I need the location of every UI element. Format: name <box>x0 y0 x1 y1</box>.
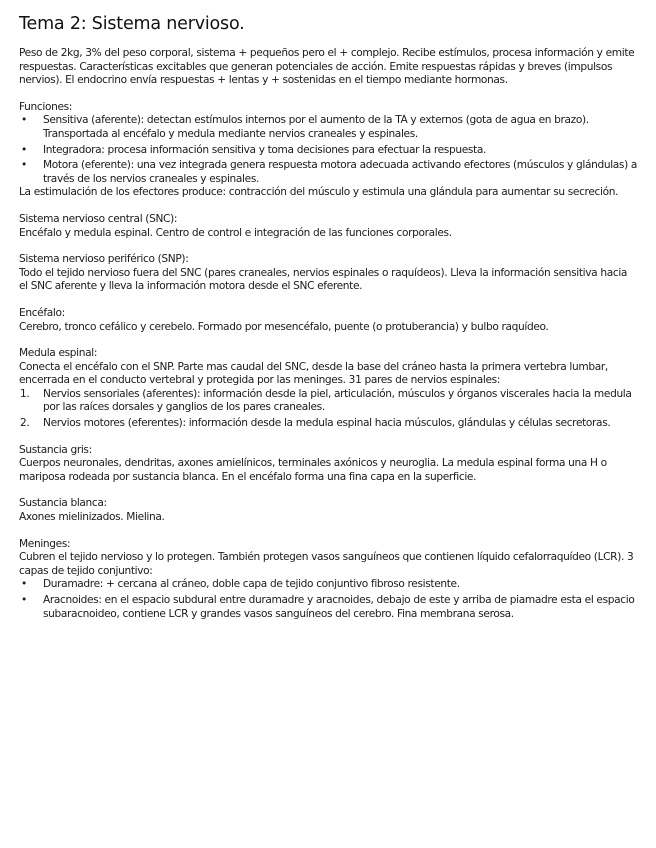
snc-text: Encéfalo y medula espinal. Centro de control e integración de las funciones corporales. <box>19 226 452 239</box>
list-item: • Sensitiva (aferente): detectan estímulos internos por el aumento de la TA y externos (gota de agua en brazo). Transportada al encéfalo y medula mediante nervios craneales y espinales. <box>21 114 589 140</box>
encefalo-heading: Encéfalo: <box>19 306 65 319</box>
snc-section <box>19 213 638 240</box>
medula-section <box>19 347 638 431</box>
list-number: 1. <box>20 387 30 400</box>
snp-heading: Sistema nervioso periférico (SNP): <box>19 253 189 266</box>
medula-list <box>19 388 638 431</box>
sustancia-gris-text: Cuerpos neuronales, dendritas, axones amielínicos, terminales axónicos y neuroglia. La medula espinal forma una H o mariposa rodeada por sustancia blanca. En el encéfalo forma una fina capa en la superficie. <box>19 457 607 483</box>
funciones-footer: La estimulación de los efectores produce: contracción del músculo y estimula una glándula para aumentar su secreción. <box>19 186 619 199</box>
page-title: Tema 2: Sistema nervioso. <box>19 14 245 34</box>
bullet-icon: • <box>21 143 27 156</box>
snp-section <box>19 253 638 294</box>
medula-heading: Medula espinal: <box>19 347 98 360</box>
intro-section <box>19 47 638 88</box>
list-item: • Motora (eferente): una vez integrada genera respuesta motora adecuada activando efectores (músculos y glándulas) a través de los nervios craneales y espinales. <box>21 159 638 185</box>
snp-text: Todo el tejido nervioso fuera del SNC (pares craneales, nervios espinales o raquídeos). Lleva la información sensitiva hacia el SNC aferente y lleva la información motora desde el SNC eferente. <box>19 266 628 293</box>
bullet-icon: • <box>21 594 27 606</box>
meninges-heading: Meninges: <box>19 537 71 550</box>
sustancia-gris-heading: Sustancia gris: <box>19 443 92 456</box>
funciones-heading: Funciones: <box>19 100 73 113</box>
intro-paragraph: Peso de 2kg, 3% del peso corporal, sistema + pequeños pero el + complejo. Recibe estímulos, procesa información y emite respuestas. Características excitables que generan potenciales de acción. Emite respuestas rápidas y breves (impulsos nervios). El endocrino envía respuestas + lentas y + sostenidas en el tiempo mediante hormonas. <box>19 47 635 87</box>
meninges-list <box>19 578 638 621</box>
sustancia-blanca-text: Axones mielinizados. Mielina. <box>19 511 165 524</box>
bullet-icon: • <box>21 114 27 127</box>
medula-text: Conecta el encéfalo con el SNP. Parte mas caudal del SNC, desde la base del cráneo hasta la primera vertebra lumbar, encerrada en el conducto vertebral y protegida por las meninges. 31 pares de nervios espinales: <box>19 360 608 387</box>
snc-heading: Sistema nervioso central (SNC): <box>19 212 178 225</box>
sustancia-gris-section <box>19 444 638 485</box>
funciones-list <box>19 114 638 186</box>
bullet-icon: • <box>21 159 27 172</box>
meninges-text: Cubren el tejido nervioso y lo protegen. También protegen vasos sanguíneos que contienen líquido cefalorraquídeo (LCR). 3 capas de tejido conjuntivo: <box>19 551 634 577</box>
meninges-section <box>19 538 638 622</box>
list-item: 2. Nervios motores (eferentes): información desde la medula espinal hacia músculos, glándulas y células secretoras. <box>20 417 611 430</box>
sustancia-blanca-heading: Sustancia blanca: <box>19 497 107 510</box>
encefalo-text: Cerebro, tronco cefálico y cerebelo. Formado por mesencéfalo, puente (o protuberancia) y bulbo raquídeo. <box>19 320 549 333</box>
list-item: • Duramadre: + cercana al cráneo, doble capa de tejido conjuntivo fibroso resistente. <box>21 578 460 591</box>
funciones-section <box>19 101 638 200</box>
sustancia-blanca-section <box>19 497 638 524</box>
list-item: 1. Nervios sensoriales (aferentes): información desde la piel, articulación, músculos y órganos viscerales hacia la medula por las raíces dorsales y ganglios de los pares craneales. <box>20 387 632 414</box>
list-item: • Aracnoides: en el espacio subdural entre duramadre y aracnoides, debajo de este y arriba de piamadre esta el espacio subaracnoideo, contiene LCR y grandes vasos sanguíneos del cerebro. Fina membrana serosa. <box>21 594 635 620</box>
list-item: • Integradora: procesa información sensitiva y toma decisiones para efectuar la respuesta. <box>21 143 487 156</box>
bullet-icon: • <box>21 578 27 591</box>
encefalo-section <box>19 307 638 334</box>
list-number: 2. <box>20 417 30 430</box>
